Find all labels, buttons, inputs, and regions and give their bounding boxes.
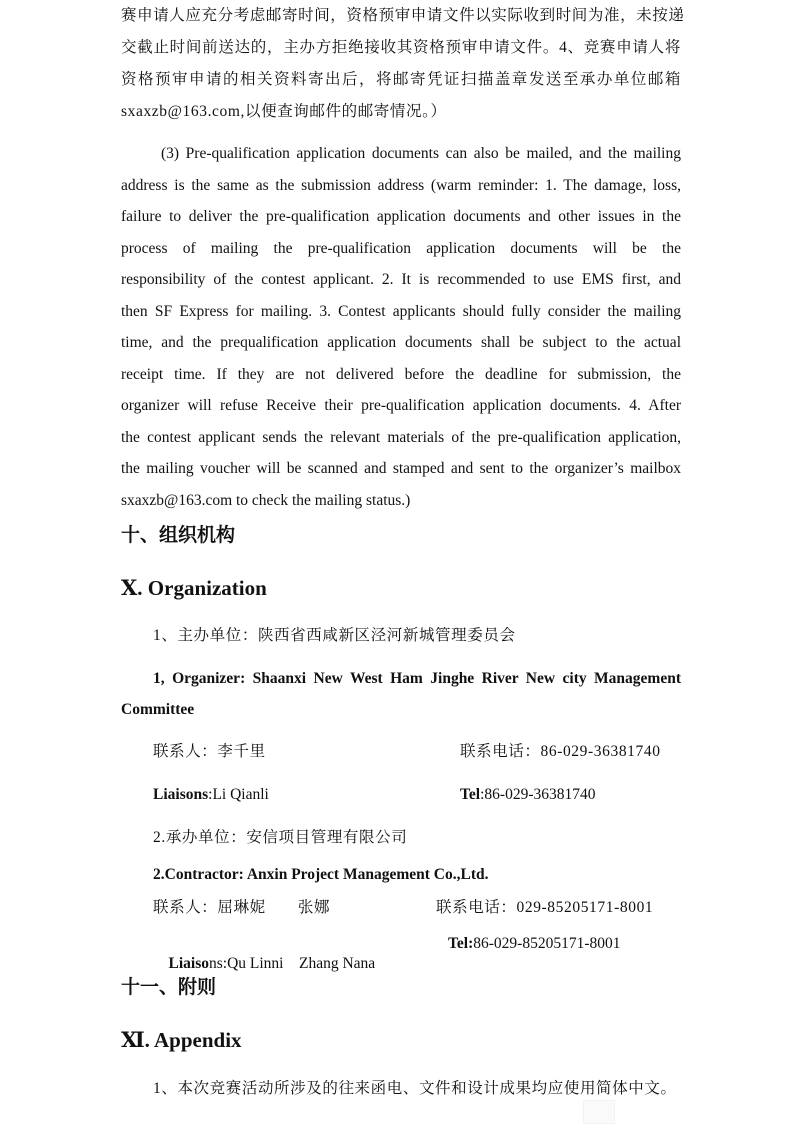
section-title: Organization xyxy=(147,576,267,600)
section-heading-en xyxy=(121,1030,242,1050)
section-heading-en xyxy=(121,578,267,598)
text-line: then SF Express for mailing. 3. Contest applicants should fully consider the mailing xyxy=(121,303,681,320)
contractor-label-zh: 2.承办单位：安信项目管理有限公司 xyxy=(153,829,408,846)
text-line: failure to deliver the pre-qualification application documents and other issues in the xyxy=(121,208,681,225)
contractor-phone-en xyxy=(448,934,621,954)
section-heading-zh: 十一、附则 xyxy=(121,976,217,998)
section-heading-zh: 十、组织机构 xyxy=(121,524,236,546)
organizer-contact-zh: 联系人：李千里 xyxy=(153,743,266,760)
text-line: organizer will refuse Receive their pre-qualification application documents. 4. After xyxy=(121,397,681,414)
text-line: the mailing voucher will be scanned and stamped and sent to the organizer’s mailbox xyxy=(121,460,681,477)
text-line: the contest applicant sends the relevant materials of the pre-qualification application, xyxy=(121,429,681,446)
contact-label: Liaisons xyxy=(153,786,209,803)
contact-value: ns:Qu Linni Zhang Nana xyxy=(208,955,376,972)
organizer-label-en: 1, Organizer: Shaanxi New West Ham Jinghe River New city Management xyxy=(153,670,681,687)
organizer-phone-zh: 联系电话：86-029-36381740 xyxy=(460,743,661,760)
text-line: process of mailing the pre-qualification application documents will be the xyxy=(121,240,681,257)
watermark-icon xyxy=(583,1100,615,1124)
contractor-contact-zh: 联系人：屈琳妮 张娜 xyxy=(153,899,331,916)
text-line: sxaxzb@163.com to check the mailing status.) xyxy=(121,492,411,509)
text-line: address is the same as the submission address (warm reminder: 1. The damage, loss, xyxy=(121,177,681,194)
text-line: 交截止时间前送达的，主办方拒绝接收其资格预审申请文件。4、竞赛申请人将 xyxy=(121,39,681,56)
text-line: responsibility of the contest applicant. 2. It is recommended to use EMS first, and xyxy=(121,271,681,288)
tel-label: Tel xyxy=(460,786,481,803)
section-numeral: Ⅺ. xyxy=(121,1028,150,1052)
section-title: Appendix xyxy=(154,1028,242,1052)
contact-value: :Li Qianli xyxy=(208,786,269,803)
organizer-label-zh: 1、主办单位：陕西省西咸新区泾河新城管理委员会 xyxy=(153,627,516,644)
contractor-phone-zh: 联系电话：029-85205171-8001 xyxy=(436,899,654,916)
section-numeral: Ⅹ. xyxy=(121,576,143,600)
organizer-contact-en xyxy=(153,785,269,805)
text-line: receipt time. If they are not delivered before the deadline for submission, the xyxy=(121,366,681,383)
appendix-item-1-zh: 1、本次竞赛活动所涉及的往来函电、文件和设计成果均应使用简体中文。 xyxy=(153,1080,677,1097)
tel-label: Tel: xyxy=(448,935,474,952)
tel-value: :86-029-36381740 xyxy=(480,786,596,803)
text-line: 赛申请人应充分考虑邮寄时间，资格预审申请文件以实际收到时间为准，未按递 xyxy=(121,7,685,24)
text-line: sxaxzb@163.com,以便查询邮件的邮寄情况。） xyxy=(121,103,447,120)
contractor-label-en: 2.Contractor: Anxin Project Management Co.,Ltd. xyxy=(153,866,489,883)
text-line: 资格预审申请的相关资料寄出后，将邮寄凭证扫描盖章发送至承办单位邮箱 xyxy=(121,71,681,88)
tel-value: 86-029-85205171-8001 xyxy=(473,935,621,952)
text-line: time, and the prequalification application documents shall be subject to the actual xyxy=(121,334,681,351)
organizer-phone-en xyxy=(460,785,596,805)
contact-label: Liaiso xyxy=(168,955,209,972)
text-line: (3) Pre-qualification application documents can also be mailed, and the mailing xyxy=(161,145,681,162)
organizer-label-en-cont: Committee xyxy=(121,701,195,718)
